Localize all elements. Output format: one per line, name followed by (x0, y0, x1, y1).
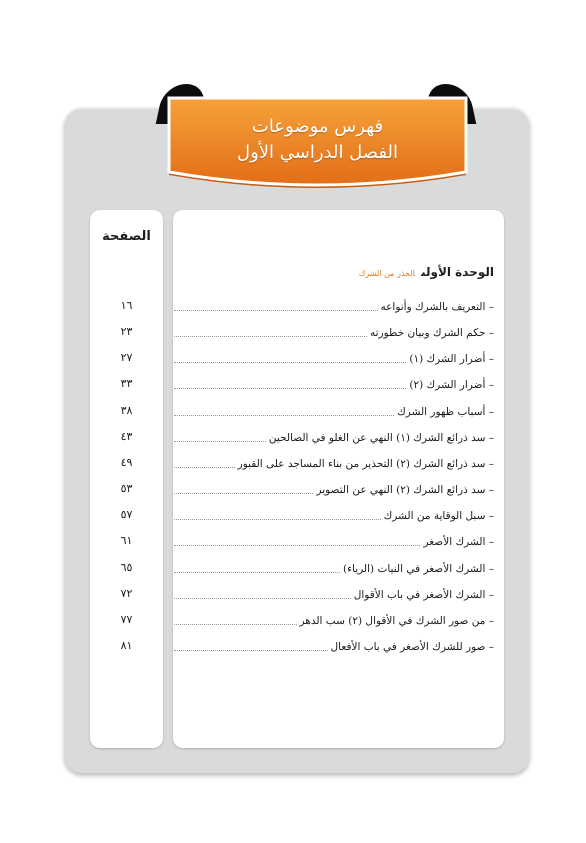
toc-entry-title: – حكم الشرك وبيان خطورته (369, 327, 494, 339)
toc-page-number: ٥٣ (120, 482, 133, 495)
toc-entry-title: – أضرار الشرك (١) (409, 353, 494, 365)
toc-leader-dots (174, 388, 406, 389)
toc-page-number: ٦١ (120, 534, 133, 547)
toc-entry-title: – أسباب ظهور الشرك (397, 406, 494, 418)
toc-entry (174, 558, 494, 576)
toc-entry (174, 584, 494, 602)
toc-entry-title: – الشرك الأصغر في النيات (الرياء) (342, 563, 494, 575)
toc-entry-title: – الشرك الأصغر في باب الأقوال (353, 589, 494, 601)
page-numbers-column (90, 210, 163, 748)
toc-page-number: ٤٩ (120, 456, 133, 469)
toc-entry (174, 479, 494, 497)
banner-title-line2: الفصل الدراسي الأول (236, 142, 399, 163)
toc-page-number: ٧٧ (120, 613, 133, 626)
toc-entry (174, 348, 494, 366)
toc-leader-dots (174, 310, 378, 311)
toc-entry (174, 322, 494, 340)
toc-page-number: ٨١ (120, 639, 133, 652)
toc-entry-title: – الشرك الأصغر (423, 536, 494, 548)
toc-entry (174, 610, 494, 628)
toc-leader-dots (174, 415, 394, 416)
toc-entry-title: – من صور الشرك في الأقوال (٢) سب الدهر (299, 615, 494, 627)
toc-entry (174, 453, 494, 471)
toc-leader-dots (174, 441, 266, 442)
toc-entry (174, 505, 494, 523)
toc-leader-dots (174, 493, 313, 494)
toc-page-number: ٤٣ (120, 430, 133, 443)
toc-entry (174, 296, 494, 314)
toc-page-number: ٥٧ (120, 508, 133, 521)
toc-leader-dots (174, 545, 420, 546)
toc-leader-dots (174, 467, 235, 468)
banner-title-line1: فهرس موضوعات (251, 116, 384, 137)
toc-leader-dots (174, 572, 340, 573)
toc-entry (174, 636, 494, 654)
toc-entry-title: – سد ذرائع الشرك (٢) التحذير من بناء المساجد على القبور (237, 458, 494, 470)
toc-page-number: ٢٧ (120, 351, 133, 364)
toc-page-number: ٧٢ (120, 587, 133, 600)
toc-entry-title: – أضرار الشرك (٢) (409, 379, 494, 391)
toc-leader-dots (174, 519, 381, 520)
toc-leader-dots (174, 624, 297, 625)
toc-page-number: ١٦ (120, 299, 133, 312)
toc-page-number: ٣٣ (120, 377, 133, 390)
toc-entry (174, 427, 494, 445)
toc-page-number: ٣٨ (120, 404, 133, 417)
title-banner (165, 94, 470, 204)
toc-entry-title: – سبل الوقاية من الشرك (383, 510, 494, 522)
toc-leader-dots (174, 336, 367, 337)
toc-entry-title: – التعريف بالشرك وأنواعه (380, 301, 494, 313)
contents-column (173, 210, 504, 748)
toc-leader-dots (174, 362, 406, 363)
toc-entry (174, 531, 494, 549)
toc-leader-dots (174, 598, 351, 599)
toc-entry-title: – صور للشرك الأصغر في باب الأفعال (330, 641, 494, 653)
toc-entry-title: – سد ذرائع الشرك (٢) النهي عن التصوير (316, 484, 494, 496)
unit-title: الوحدة الأولى (421, 265, 494, 279)
pages-header: الصفحة (102, 229, 151, 244)
toc-page-number: ٢٣ (120, 325, 133, 338)
unit-heading (359, 261, 494, 280)
toc-entry-title: – سد ذرائع الشرك (١) النهي عن الغلو في الصالحين (268, 432, 494, 444)
toc-leader-dots (174, 650, 328, 651)
toc-page-number: ٦٥ (120, 561, 133, 574)
toc-entry (174, 401, 494, 419)
unit-subtitle: الحذر من الشرك (358, 269, 416, 278)
toc-entry (174, 374, 494, 392)
